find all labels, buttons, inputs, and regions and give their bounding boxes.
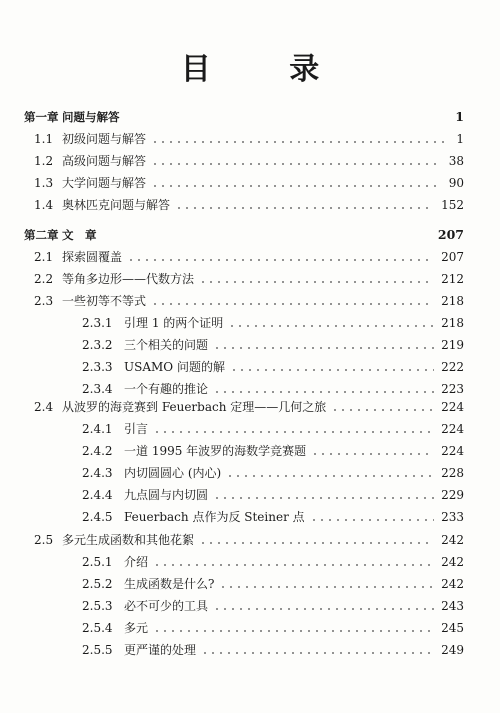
entry-title: 一些初等不等式	[62, 292, 149, 310]
entry-number: 2.2	[34, 272, 54, 286]
entry-title: 探索圆覆盖	[62, 248, 125, 266]
dot-leader	[310, 519, 434, 521]
entry-number: 2.5.3	[82, 599, 113, 613]
entry-page-number: 242	[438, 575, 464, 593]
toc-subsection-entry[interactable]	[24, 336, 464, 354]
entry-title: 生成函数是什么?	[124, 575, 217, 593]
entry-title: 引理 1 的两个证明	[124, 314, 226, 332]
dot-leader	[213, 608, 434, 610]
dot-leader	[311, 453, 434, 455]
entry-title: USAMO 问题的解	[124, 358, 228, 376]
entry-number: 1.2	[34, 154, 54, 168]
toc-subsection-entry[interactable]	[24, 641, 464, 659]
entry-number: 2.4.2	[82, 444, 113, 458]
entry-page-number: 233	[438, 508, 464, 526]
toc-section-entry[interactable]	[24, 196, 464, 214]
entry-number: 2.5.1	[82, 555, 113, 569]
dot-leader	[230, 369, 434, 371]
dot-leader	[153, 431, 434, 433]
entry-number: 2.5.4	[82, 621, 113, 635]
entry-page-number: 222	[438, 358, 464, 376]
toc-subsection-entry[interactable]	[24, 486, 464, 504]
toc-subsection-entry[interactable]	[24, 575, 464, 593]
entry-number: 第二章	[24, 228, 59, 242]
entry-title: 多元	[124, 619, 151, 637]
entry-page-number: 218	[438, 314, 464, 332]
toc-section-entry[interactable]	[24, 531, 464, 549]
entry-title: 高级问题与解答	[62, 152, 149, 170]
toc-subsection-entry[interactable]	[24, 464, 464, 482]
dot-leader	[213, 347, 434, 349]
dot-leader	[213, 391, 434, 393]
entry-page-number: 249	[438, 641, 464, 659]
dot-leader	[199, 281, 434, 283]
dot-leader	[175, 207, 434, 209]
dot-leader	[201, 652, 434, 654]
entry-number: 2.3.2	[82, 338, 113, 352]
entry-title: 初级问题与解答	[62, 130, 149, 148]
entry-number: 2.5.2	[82, 577, 113, 591]
dot-leader	[153, 564, 434, 566]
entry-page-number: 207	[438, 248, 464, 266]
dot-leader	[213, 497, 434, 499]
toc-subsection-entry[interactable]	[24, 619, 464, 637]
toc-subsection-entry[interactable]	[24, 553, 464, 571]
entry-title: 从波罗的海竞赛到 Feuerbach 定理——几何之旅	[62, 398, 329, 416]
entry-number: 2.5.5	[82, 643, 113, 657]
entry-number: 2.3	[34, 294, 54, 308]
entry-page-number: 224	[438, 442, 464, 460]
entry-page-number: 1	[452, 108, 464, 126]
entry-title: 引言	[124, 420, 151, 438]
toc-chapter-entry[interactable]	[24, 226, 464, 244]
entry-page-number: 223	[438, 380, 464, 398]
toc-section-entry[interactable]	[24, 130, 464, 148]
toc-subsection-entry[interactable]	[24, 508, 464, 526]
entry-page-number: 207	[435, 226, 464, 244]
entry-number: 1.1	[34, 132, 54, 146]
toc-subsection-entry[interactable]	[24, 442, 464, 460]
dot-leader	[127, 259, 434, 261]
entry-page-number: 219	[438, 336, 464, 354]
toc-subsection-entry[interactable]	[24, 358, 464, 376]
toc-subsection-entry[interactable]	[24, 420, 464, 438]
toc-chapter-entry[interactable]	[24, 108, 464, 126]
entry-page-number: 212	[438, 270, 464, 288]
toc-subsection-entry[interactable]	[24, 380, 464, 398]
toc-section-entry[interactable]	[24, 398, 464, 416]
entry-number: 2.3.4	[82, 382, 113, 396]
entry-title: 必不可少的工具	[124, 597, 211, 615]
entry-title: Feuerbach 点作为反 Steiner 点	[124, 508, 308, 526]
entry-page-number: 229	[438, 486, 464, 504]
entry-title: 文 章	[62, 226, 100, 244]
toc-subsection-entry[interactable]	[24, 314, 464, 332]
entry-page-number: 1	[453, 130, 464, 148]
entry-page-number: 242	[438, 531, 464, 549]
dot-leader	[331, 409, 434, 411]
entry-title: 一个有趣的推论	[124, 380, 211, 398]
entry-title: 介绍	[124, 553, 151, 571]
dot-leader	[151, 303, 434, 305]
toc-subsection-entry[interactable]	[24, 597, 464, 615]
entry-title: 等角多边形——代数方法	[62, 270, 197, 288]
entry-page-number: 218	[438, 292, 464, 310]
toc-section-entry[interactable]	[24, 248, 464, 266]
dot-leader	[219, 586, 434, 588]
entry-title: 更严谨的处理	[124, 641, 199, 659]
page-title: 目 录	[180, 52, 354, 87]
entry-page-number: 243	[438, 597, 464, 615]
entry-title: 多元生成函数和其他花絮	[62, 531, 197, 549]
entry-title: 一道 1995 年波罗的海数学竞赛题	[124, 442, 309, 460]
entry-number: 2.4	[34, 400, 54, 414]
entry-page-number: 224	[438, 420, 464, 438]
entry-title: 问题与解答	[62, 108, 123, 126]
entry-page-number: 152	[438, 196, 464, 214]
entry-title: 内切圆圆心 (内心)	[124, 464, 224, 482]
entry-page-number: 242	[438, 553, 464, 571]
dot-leader	[228, 325, 434, 327]
entry-title: 奥林匹克问题与解答	[62, 196, 173, 214]
dot-leader	[226, 475, 434, 477]
entry-number: 2.1	[34, 250, 54, 264]
entry-number: 2.3.1	[82, 316, 113, 330]
entry-number: 1.3	[34, 176, 54, 190]
entry-page-number: 90	[446, 174, 464, 192]
entry-number: 2.5	[34, 533, 54, 547]
dot-leader	[199, 542, 434, 544]
dot-leader	[151, 185, 442, 187]
entry-title: 大学问题与解答	[62, 174, 149, 192]
entry-page-number: 38	[446, 152, 464, 170]
entry-number: 2.4.4	[82, 488, 113, 502]
entry-page-number: 224	[438, 398, 464, 416]
dot-leader	[153, 630, 434, 632]
entry-number: 2.4.5	[82, 510, 113, 524]
entry-page-number: 228	[438, 464, 464, 482]
entry-title: 九点圆与内切圆	[124, 486, 211, 504]
entry-number: 1.4	[34, 198, 54, 212]
entry-page-number: 245	[438, 619, 464, 637]
toc-section-entry[interactable]	[24, 270, 464, 288]
entry-number: 2.4.1	[82, 422, 113, 436]
entry-title: 三个相关的问题	[124, 336, 211, 354]
entry-number: 2.4.3	[82, 466, 113, 480]
toc-section-entry[interactable]	[24, 174, 464, 192]
dot-leader	[151, 163, 442, 165]
entry-number: 第一章	[24, 110, 59, 124]
entry-number: 2.3.3	[82, 360, 113, 374]
dot-leader	[151, 141, 449, 143]
toc-section-entry[interactable]	[24, 292, 464, 310]
toc-section-entry[interactable]	[24, 152, 464, 170]
